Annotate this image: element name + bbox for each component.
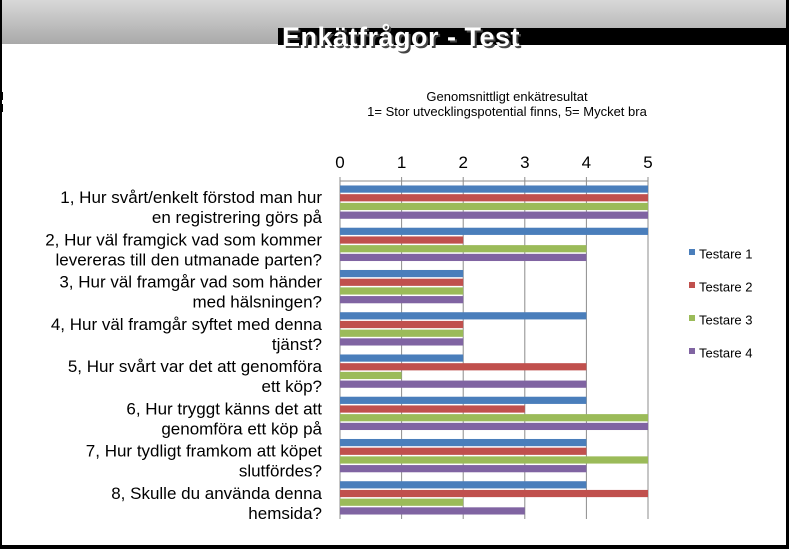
bar (340, 405, 525, 412)
legend-label: Testare 1 (699, 246, 753, 262)
category-label: 2, Hur väl framgick vad som kommer (45, 230, 322, 250)
category-label: 4, Hur väl framgår syftet med denna (50, 314, 322, 334)
bar (340, 499, 463, 506)
x-tick-label: 0 (335, 153, 345, 172)
bar (340, 490, 648, 497)
legend-swatch (689, 249, 695, 255)
bar (340, 423, 648, 430)
category-label: hemsida? (248, 503, 322, 523)
bar (340, 312, 586, 319)
bar (340, 354, 463, 361)
legend-swatch (689, 282, 695, 288)
bar (340, 270, 463, 277)
bar (340, 481, 586, 488)
bar (340, 372, 402, 379)
bar (340, 507, 525, 514)
bar (340, 185, 648, 192)
bar (340, 397, 586, 404)
bar (340, 321, 463, 328)
category-label: 5, Hur svårt var det att genomföra (67, 357, 322, 376)
x-tick-label: 3 (520, 153, 530, 172)
bar (340, 254, 586, 261)
x-tick-label: 1 (396, 153, 407, 172)
x-tick-label: 2 (458, 153, 468, 172)
bar (340, 194, 648, 201)
bar (340, 296, 463, 303)
bar (340, 414, 648, 421)
legend-label: Testare 3 (699, 312, 753, 328)
legend-swatch (689, 315, 695, 321)
category-label: 1, Hur svårt/enkelt förstod man hur (60, 188, 322, 207)
category-label: genomföra ett köp på (161, 419, 322, 439)
legend-label: Testare 2 (699, 279, 753, 295)
bar (340, 279, 463, 286)
chart-subtitle: 1= Stor utvecklingspotential finns, 5= Mycket bra (367, 104, 647, 119)
chart-title: Genomsnittligt enkätresultat (426, 89, 588, 104)
bar (340, 338, 463, 345)
bar (340, 287, 463, 294)
bar (340, 381, 586, 388)
category-label: 7, Hur tydligt framkom att köpet (85, 441, 322, 461)
legend-label: Testare 4 (699, 345, 753, 361)
x-tick-label: 4 (581, 153, 592, 172)
slide-title: Enkätfrågor - Test (282, 22, 521, 52)
bar (340, 363, 586, 370)
category-label: 3, Hur väl framgår vad som händer (59, 272, 322, 292)
x-tick-label: 5 (643, 153, 653, 172)
bar (340, 465, 586, 472)
bar (340, 439, 586, 446)
category-label: med hälsningen? (192, 292, 322, 312)
bar (340, 228, 648, 235)
category-label: tjänst? (271, 334, 322, 354)
category-label: slutfördes? (238, 461, 322, 481)
category-label: ett köp? (261, 377, 322, 396)
bar (340, 236, 463, 243)
bar (340, 203, 648, 210)
category-label: 6, Hur tryggt känns det att (126, 399, 322, 419)
category-label: en registrering görs på (151, 208, 322, 227)
bar (340, 212, 648, 219)
category-label: 8, Skulle du använda denna (111, 483, 322, 503)
bar (340, 245, 586, 252)
legend-swatch (689, 348, 695, 354)
bar (340, 330, 463, 337)
category-label: levereras till den utmanade parten? (55, 250, 322, 270)
bar (340, 456, 648, 463)
bar (340, 448, 586, 455)
